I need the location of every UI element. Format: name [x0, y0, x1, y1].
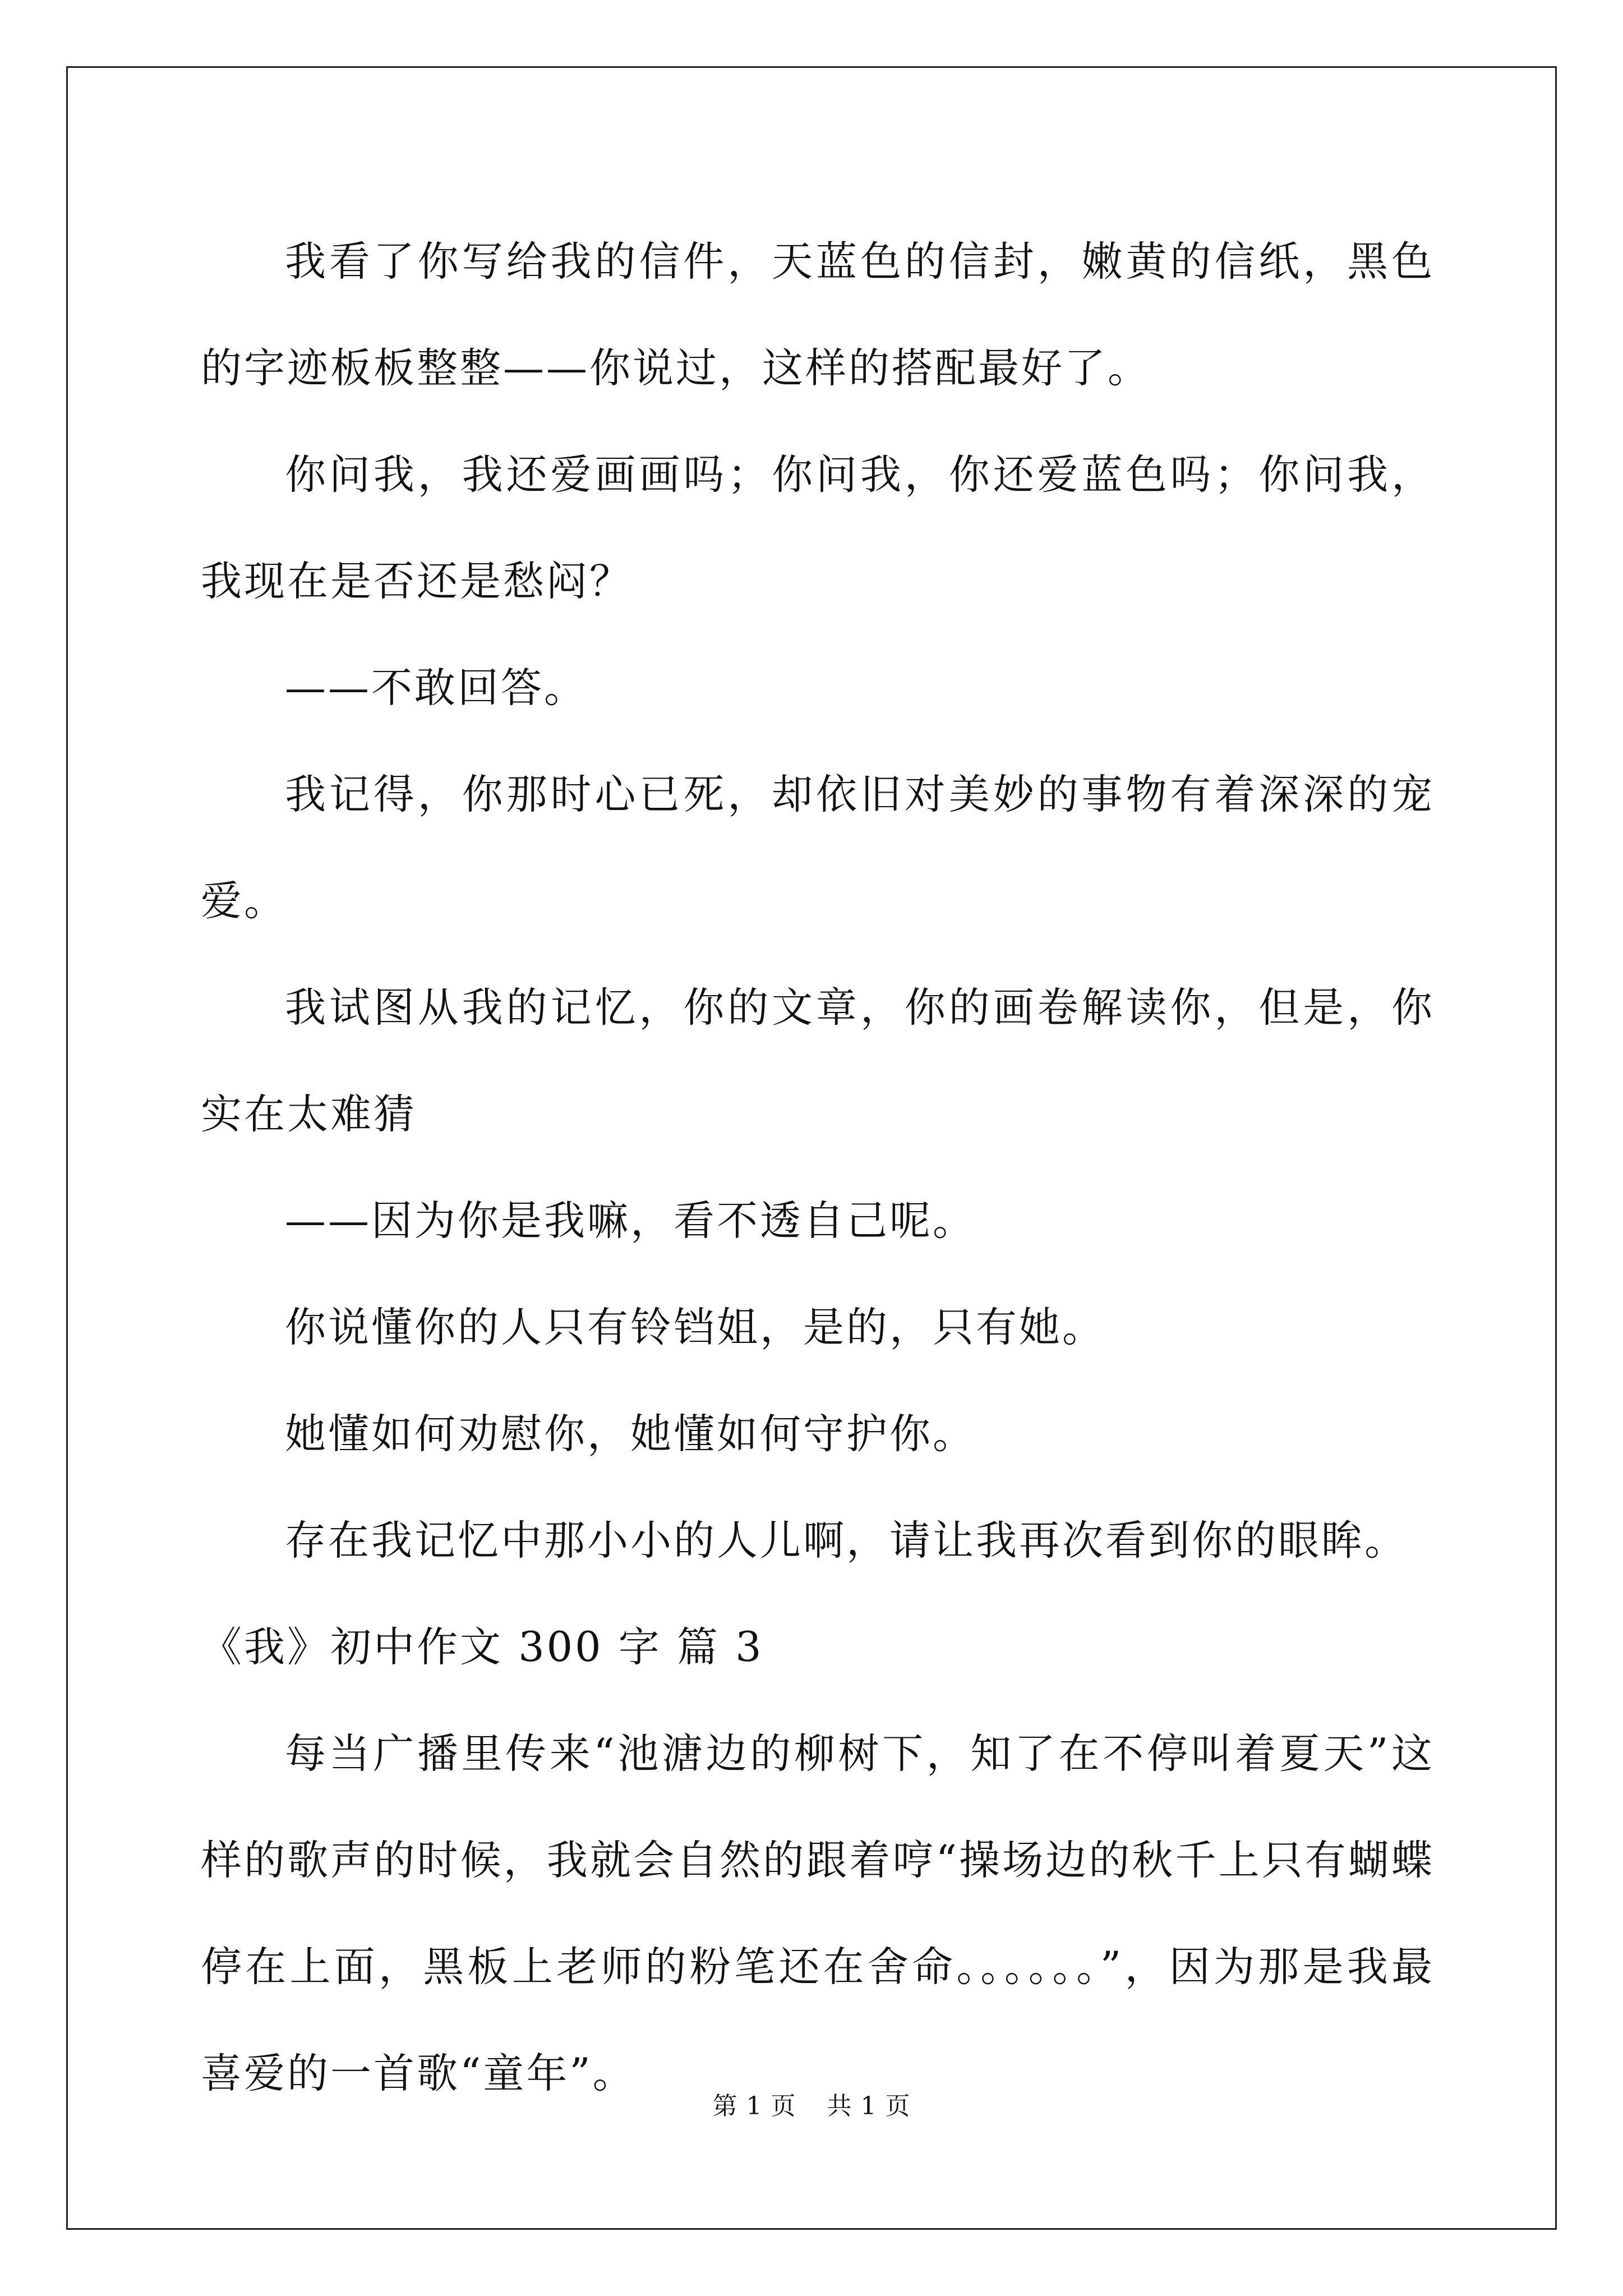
paragraph-memory: 存在我记忆中那小小的人儿啊，请让我再次看到你的眼眸。 [285, 1517, 1408, 1565]
paragraph-questions: 你问我，我还爱画画吗；你问我，你还爱蓝色吗；你问我，我现在是否还是愁闷？ [201, 451, 1435, 605]
document-body [201, 209, 1435, 2127]
paragraph-no-answer: ——不敢回答。 [285, 664, 587, 712]
page-number-current: 第 1 页 [712, 2092, 796, 2120]
paragraph-try-understand: 我试图从我的记忆，你的文章，你的画卷解读你，但是，你实在太难猜 [201, 984, 1435, 1138]
paragraph-she-knows: 她懂如何劝慰你，她懂如何守护你。 [285, 1410, 976, 1458]
paragraph-childhood-song: 每当广播里传来“池溏边的柳树下，知了在不停叫着夏天”这样的歌声的时候，我就会自然的跟着哼“操场边的秋千上只有蝴蝶停在上面，黑板上老师的粉笔还在舍命。。。。。。”，因为那是我最喜爱的一首歌“童年”。 [201, 1730, 1435, 2097]
section-heading: 《我》初中作文 300 字 篇 3 [201, 1623, 764, 1671]
paragraph-remember: 我记得，你那时心已死，却依旧对美妙的事物有着深深的宠爱。 [201, 771, 1435, 925]
page-number-total: 共 1 页 [827, 2092, 911, 2120]
paragraph-because: ——因为你是我嘛，看不透自己呢。 [285, 1197, 976, 1245]
paragraph-only-her: 你说懂你的人只有铃铛姐，是的，只有她。 [285, 1304, 1105, 1351]
page-footer [0, 2086, 1623, 2122]
paragraph-letter: 我看了你写给我的信件，天蓝色的信封，嫩黄的信纸，黑色的字迹板板整整——你说过，这样的搭配最好了。 [201, 238, 1435, 392]
